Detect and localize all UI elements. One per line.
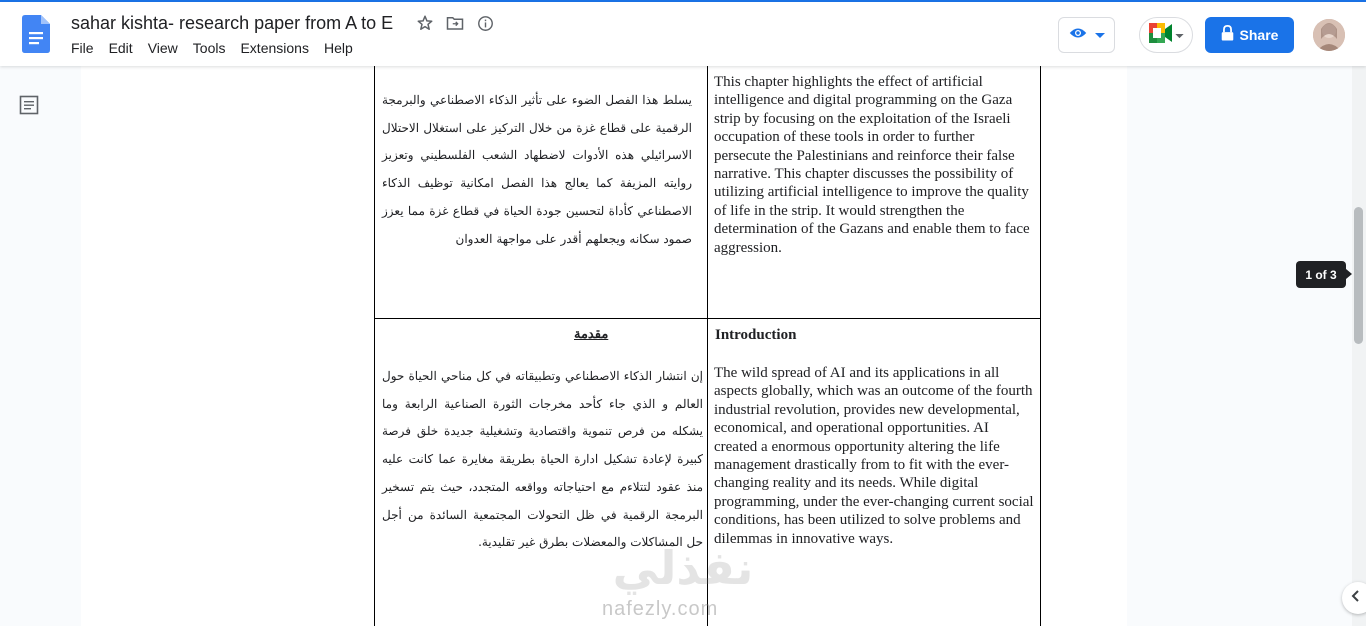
english-introduction-heading: Introduction xyxy=(715,327,797,343)
docs-logo-icon[interactable] xyxy=(22,15,50,53)
meet-chevron-down-icon xyxy=(1175,26,1184,44)
page-indicator: 1 of 3 xyxy=(1296,261,1346,288)
meet-button[interactable] xyxy=(1139,17,1193,53)
avatar[interactable] xyxy=(1313,19,1345,51)
arabic-abstract-text: يسلط هذا الفصل الضوء على تأثير الذكاء الاصطناعي والبرمجة الرقمية على قطاع غزة من خلال التركيز على استغلال الاحتلال الاسرائيلي هذه الأدوات لاضطهاد الشعب الفلسطيني وتعزيز روايته المزيفة كما يعالج هذا الفصل امكانية توظيف الذكاء الاصطناعي كأداة لتحسين جودة الحياة في قطاع غزة مما يعزز صمود سكانه ويجعلهم أقدر على مواجهة العدوان xyxy=(382,93,692,246)
scrollbar-thumb[interactable] xyxy=(1354,207,1363,344)
menu-view[interactable]: View xyxy=(147,40,178,56)
lock-icon xyxy=(1221,25,1234,46)
menu-file[interactable]: File xyxy=(71,40,94,56)
share-label: Share xyxy=(1239,27,1279,43)
table-border-middle xyxy=(707,66,708,626)
watermark-arabic: نفذلي xyxy=(612,541,754,595)
document-title[interactable]: sahar kishta- research paper from A to E xyxy=(71,13,394,33)
meet-icon xyxy=(1149,23,1173,48)
eye-icon xyxy=(1069,26,1087,44)
table-row-divider xyxy=(374,318,1041,319)
viewing-mode-button[interactable] xyxy=(1058,17,1115,53)
menu-help[interactable]: Help xyxy=(323,40,353,56)
menu-extensions[interactable]: Extensions xyxy=(240,40,309,56)
app-header xyxy=(0,2,1366,66)
menu-edit[interactable]: Edit xyxy=(108,40,133,56)
chevron-down-icon xyxy=(1095,26,1105,44)
vertical-scrollbar[interactable] xyxy=(1352,66,1366,626)
status-info-icon[interactable] xyxy=(474,12,496,34)
watermark-url: nafezly.com xyxy=(602,598,719,620)
move-folder-icon[interactable] xyxy=(444,12,466,34)
document-page[interactable] xyxy=(81,66,1127,626)
table-border-left xyxy=(374,66,375,626)
share-button[interactable] xyxy=(1205,17,1294,53)
side-panel-toggle-button[interactable] xyxy=(1342,582,1366,614)
menu-bar xyxy=(71,40,368,56)
menu-tools[interactable]: Tools xyxy=(192,40,226,56)
star-icon[interactable] xyxy=(414,12,436,34)
document-outline-icon[interactable] xyxy=(19,95,39,115)
bilingual-table xyxy=(374,66,1041,626)
arabic-introduction-heading: مقدمة xyxy=(574,327,609,342)
english-introduction-text: The wild spread of AI and its applications in all aspects globally, which was an outcome of the fourth industrial revolution, provides new developmental, economical, and operational opportunities. AI created a enormous opportunity altering the life management drastically from to fit with the ever-changing reality and its needs. While digital programming, under the ever-changing current social conditions, has been utilized to solve problems and dilemmas in innovative ways. xyxy=(714,365,1034,547)
arabic-introduction-text: إن انتشار الذكاء الاصطناعي وتطبيقاته في كل مناحي الحياة حول العالم و الذي جاء كأحد مخرجات الثورة الصناعية الرابعة وما يشكله من فرص تنموية واقتصادية وتشغيلية جديدة خلق فرصة كبيرة لإعادة تشكيل ادارة الحياة بطريقة مغايرة عما كانت عليه منذ عقود لتتلاءم مع احتياجاته وواقعه المتجدد، حيث يتم تسخير البرمجة الرقمية في ظل التحولات المجتمعية السائدة من أجل حل المشاكلات والمعضلات بطرق غير تقليدية. xyxy=(382,369,703,550)
english-abstract-text: This chapter highlights the effect of artificial intelligence and digital programming on the Gaza strip by focusing on the exploitation of the Israeli occupation of these tools in order to further persecute the Palestinians and reinforce their false narrative. This chapter discusses the possibility of utilizing artificial intelligence to improve the quality of life in the strip. It would strengthen the determination of the Gazans and enable them to face aggression. xyxy=(714,74,1030,256)
table-border-right xyxy=(1040,66,1041,626)
chevron-left-icon xyxy=(1351,589,1359,607)
